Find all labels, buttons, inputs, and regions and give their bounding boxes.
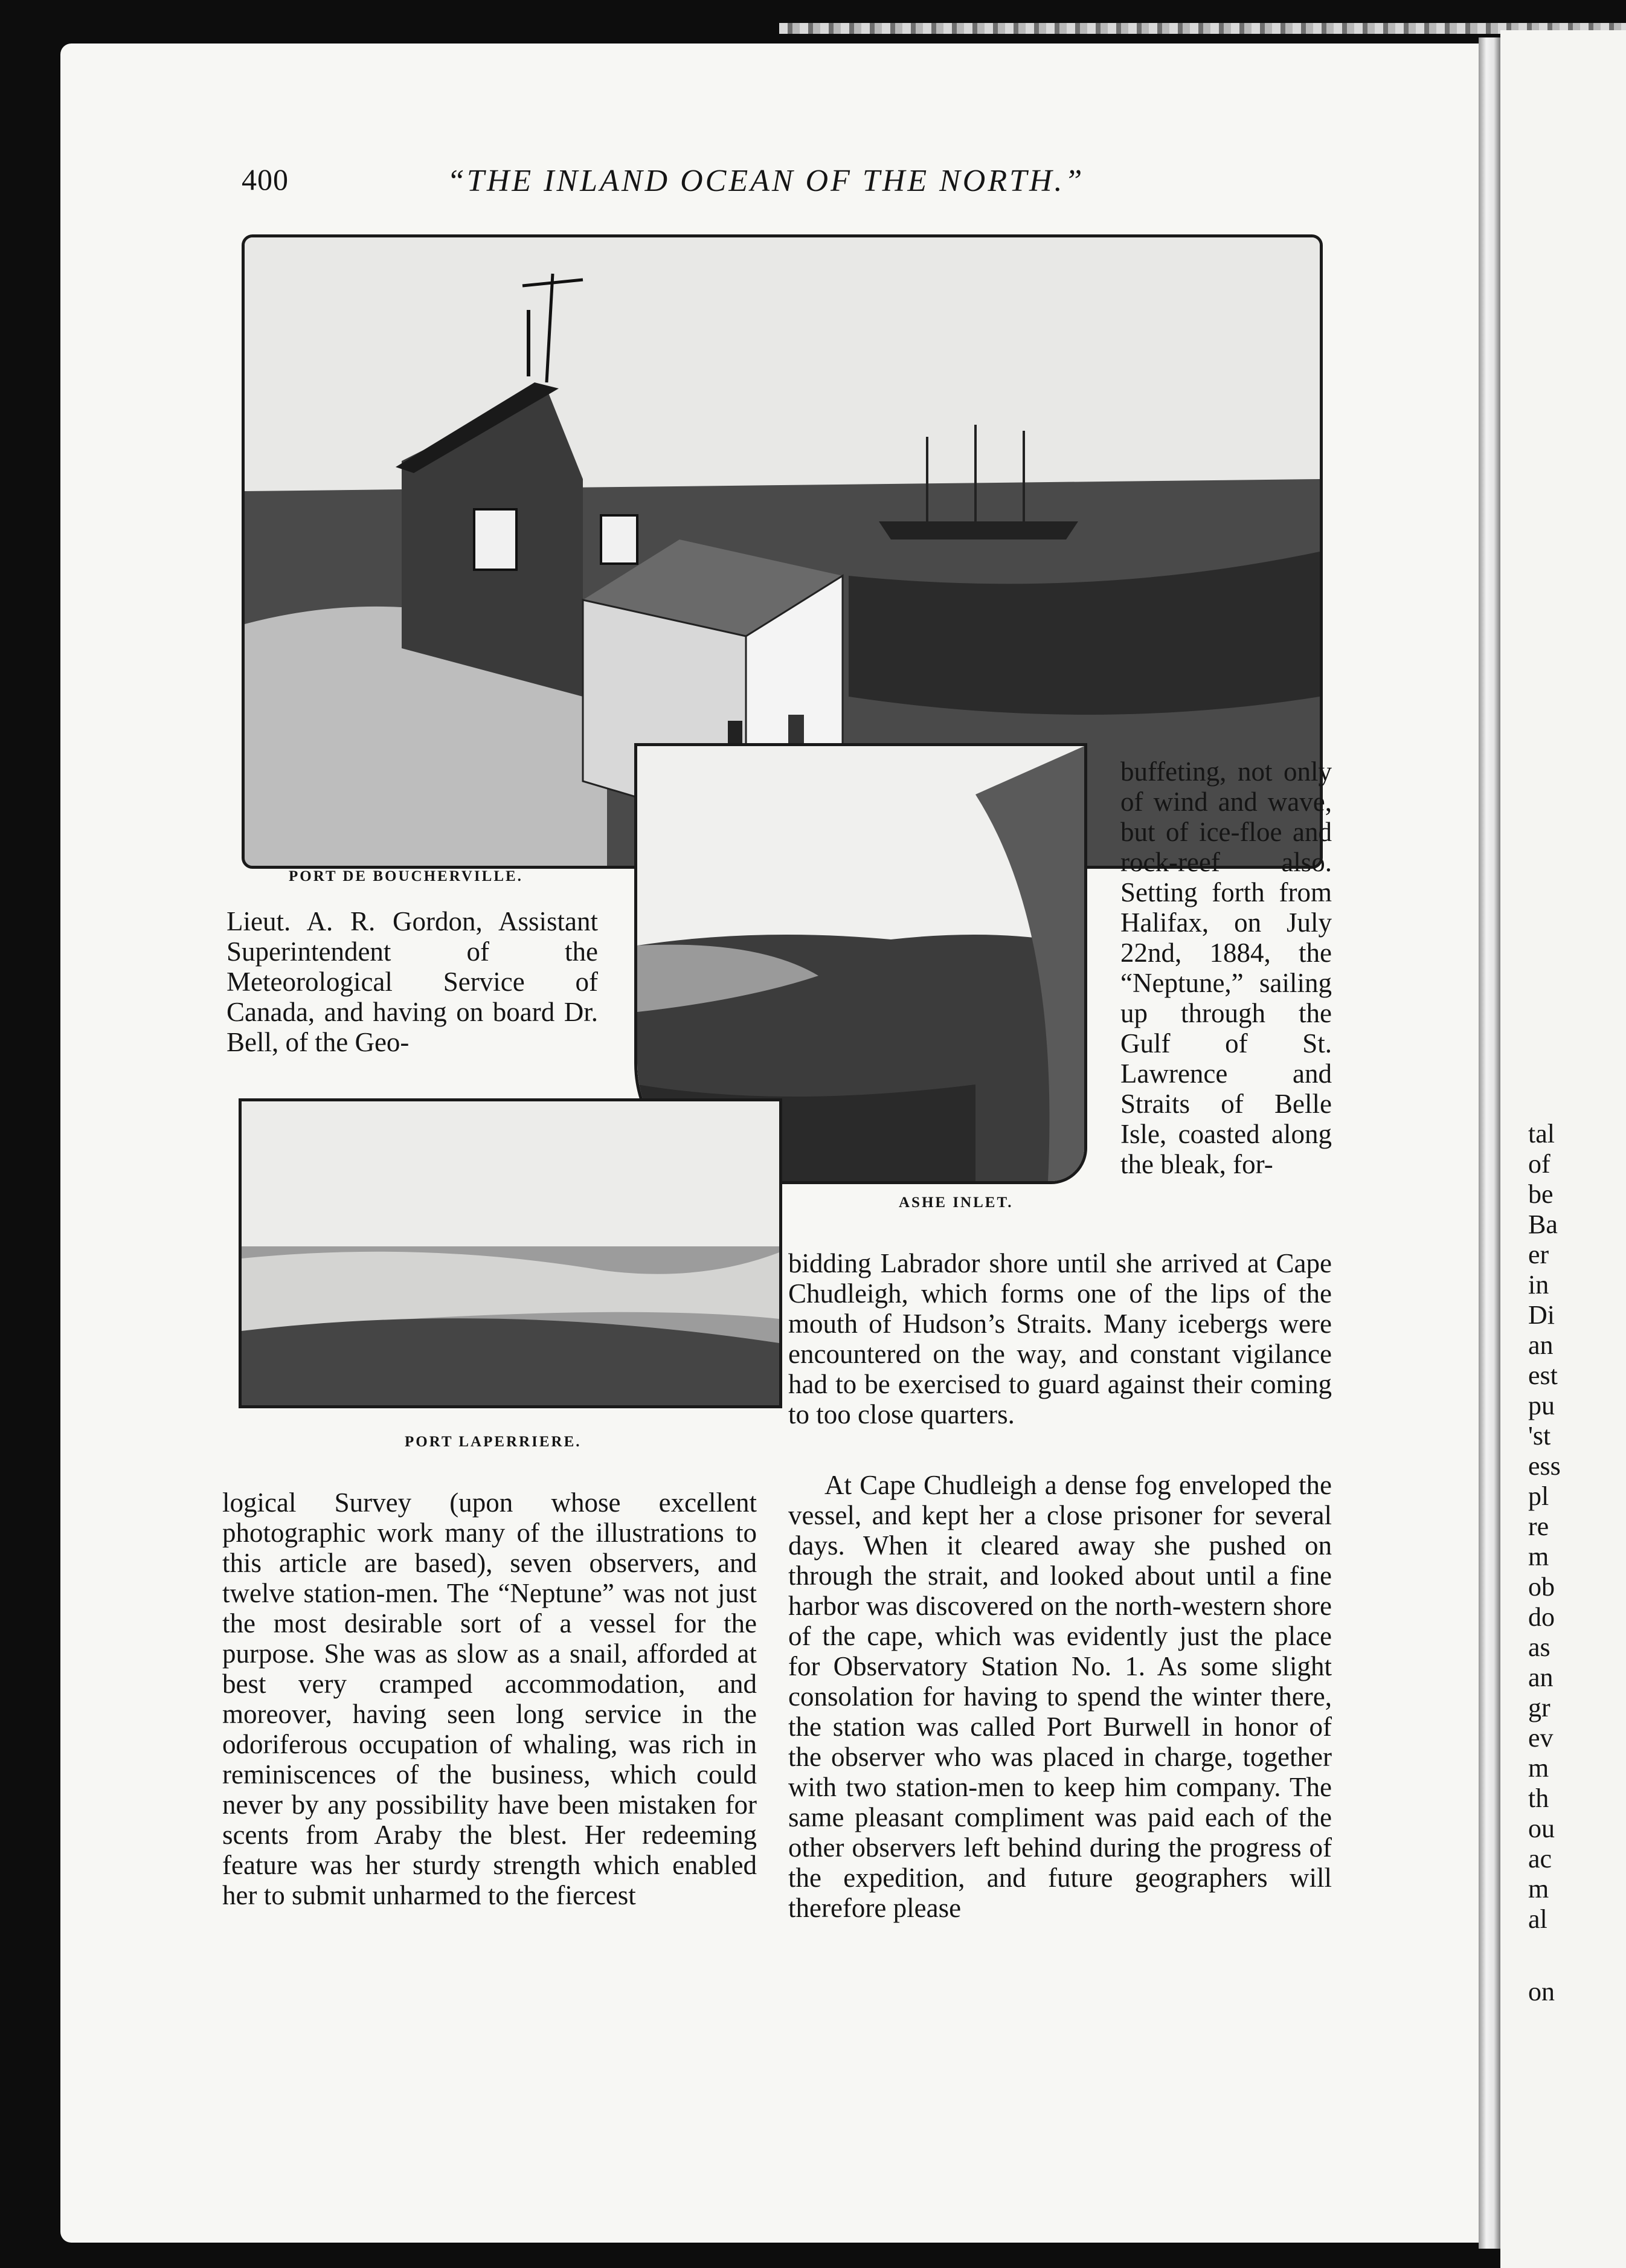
fragment: 'st [1528, 1421, 1551, 1451]
fragment: pu [1528, 1391, 1555, 1420]
fragment: tal [1528, 1119, 1555, 1148]
fragment: m [1528, 1874, 1549, 1904]
fragment: th [1528, 1783, 1549, 1813]
fragment: ob [1528, 1572, 1555, 1602]
paragraph-cape-chudleigh: At Cape Chudleigh a dense fog enveloped the vessel, and kept her a close prisoner for several days. When it cleared away she pushed on through the strait, and looked about until a fine harbor was discovered on the north-western shore of the cape, which was evidently just the place for Observatory Station No. 1. As some slight consolation for having to spend the winter there, the station was called Port Burwell in honor of the observer who was placed in charge, together with two station-men to keep him company. The same pleasant compliment was paid each of the other observers left behind during the progress of the expedition, and future geographers will therefore please [788, 1470, 1332, 1923]
text-right-lower [788, 1470, 1332, 1923]
paragraph-gordon: Lieut. A. R. Gordon, Assistant Superintendent of the Meteorological Service of Canada, and having on board Dr. Bell, of the Geo- [227, 906, 598, 1057]
fragment: Di [1528, 1300, 1555, 1330]
paragraph-neptune: logical Survey (upon whose excellent photographic work many of the illustrations to this article are based), seven observers, and twelve station-men. The “Neptune” was not just the most desirable sort of a vessel for the purpose. She was as slow as a snail, afforded at best very cramped accommodation, and moreover, having seen long service in the odoriferous occupation of whaling, was rich in reminiscences of the business, which could never by any possibility have been mistaken for scents from Araby the blest. Her redeeming feature was her sturdy strength which enabled her to submit unharmed to the fiercest [222, 1487, 757, 1910]
text-left-upper [227, 906, 598, 1057]
fragment: er [1528, 1240, 1549, 1269]
illustration-port-laperriere [239, 1098, 782, 1408]
fragment: gr [1528, 1693, 1550, 1722]
fragment: est [1528, 1361, 1558, 1390]
fragment: be [1528, 1179, 1554, 1209]
fragment: Ba [1528, 1210, 1558, 1239]
fragment: do [1528, 1602, 1555, 1632]
text-right-middle [788, 1248, 1332, 1429]
fragment: al [1528, 1904, 1547, 1934]
fragment: of [1528, 1149, 1550, 1179]
caption-ashe-inlet: ASHE INLET. [899, 1194, 1014, 1211]
fragment: as [1528, 1632, 1550, 1662]
fragment: in [1528, 1270, 1549, 1300]
fragment: ev [1528, 1723, 1554, 1753]
page-number: 400 [242, 163, 289, 196]
fragment: ac [1528, 1844, 1552, 1873]
text-left-lower [222, 1487, 757, 1910]
fragment: m [1528, 1753, 1549, 1783]
fragment: on [1528, 1977, 1555, 2006]
fragment: ess [1528, 1451, 1561, 1481]
text-right-upper [1120, 756, 1332, 1179]
fragment: pl [1528, 1481, 1549, 1511]
fragment: re [1528, 1512, 1549, 1541]
fragment: an [1528, 1663, 1554, 1692]
caption-port-laperriere: PORT LAPERRIERE. [405, 1434, 582, 1450]
fragment: ou [1528, 1814, 1555, 1843]
paragraph-buffeting: buffeting, not only of wind and wave, but of ice-floe and rock-reef also. Setting forth from Halifax, on July 22nd, 1884, the “Neptune,” sailing up through the Gulf of St. Lawrence and Straits of Belle Isle, coasted along the bleak, for- [1120, 756, 1332, 1179]
caption-port-de-boucherville: PORT DE BOUCHERVILLE. [289, 868, 523, 884]
paragraph-labrador: bidding Labrador shore until she arrived at Cape Chudleigh, which forms one of the lips of the mouth of Hudson’s Straits. Many icebergs were encountered on the way, and constant vigilance had to be exercised to guard against their coming to too close quarters. [788, 1248, 1332, 1429]
running-title: “THE INLAND OCEAN OF THE NORTH.” [447, 164, 1085, 198]
fragment: m [1528, 1542, 1549, 1571]
fragment: an [1528, 1330, 1554, 1360]
page-gutter [1479, 37, 1500, 2249]
scan-edge-strip [779, 23, 1626, 34]
